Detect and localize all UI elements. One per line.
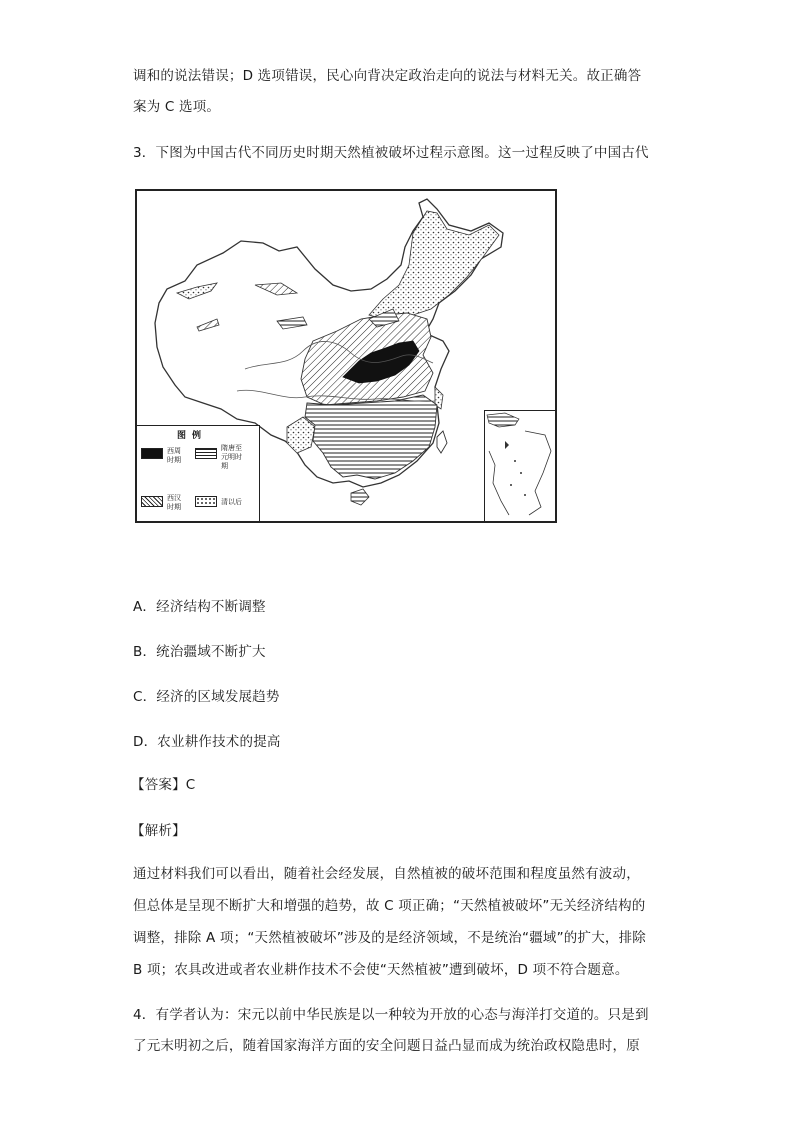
question-4-line-2: 了元末明初之后，随着国家海洋方面的安全问题日益凸显而成为统治政权隐患时，原: [133, 1038, 640, 1054]
option-a: A．经济结构不断调整: [133, 599, 266, 615]
legend-swatch-western-han: [141, 496, 163, 507]
legend-label-western-han: 西汉时期: [167, 494, 181, 511]
option-b: B．统治疆域不断扩大: [133, 644, 266, 660]
hainan-island: [351, 489, 369, 505]
legend-label-sui-tang-yuan-ming: 隋唐至元明时期: [221, 444, 242, 470]
legend-swatch-western-zhou: [141, 448, 163, 459]
inset-map: [485, 411, 555, 521]
taiwan-island: [437, 431, 447, 453]
question-4-line-1: 4．有学者认为：宋元以前中华民族是以一种较为开放的心态与海洋打交道的。只是到: [133, 1007, 649, 1023]
analysis-line-1: 通过材料我们可以看出，随着社会经发展，自然植被的破坏范围和程度虽然有波动，: [133, 866, 640, 882]
option-d: D．农业耕作技术的提高: [133, 734, 281, 750]
legend-label-qing: 清以后: [221, 498, 242, 506]
legend-swatch-qing: [195, 496, 217, 507]
vegetation-destruction-map: [135, 189, 557, 523]
analysis-line-2: 但总体是呈现不断扩大和增强的趋势，故 C 项正确；“天然植被破坏”无关经济结构的: [133, 898, 646, 914]
intro-line-2: 案为 C 选项。: [133, 99, 221, 115]
option-c: C．经济的区域发展趋势: [133, 689, 280, 705]
map-legend: [137, 425, 260, 522]
question-3-stem: 3．下图为中国古代不同历史时期天然植被破坏过程示意图。这一过程反映了中国古代: [133, 145, 649, 161]
south-china-sea-inset: [484, 410, 555, 521]
analysis-line-3: 调整，排除 A 项；“天然植被破坏”涉及的是经济领域，不是统治“疆域”的扩大，排除: [133, 930, 646, 946]
legend-label-western-zhou: 西周时期: [167, 447, 181, 464]
answer-label: 【答案】C: [131, 777, 196, 793]
analysis-line-4: B 项；农具改进或者农业耕作技术不会使“天然植被”遭到破坏，D 项不符合题意。: [133, 962, 629, 978]
analysis-label: 【解析】: [131, 823, 186, 839]
legend-title: 图例: [177, 431, 208, 441]
intro-line-1: 调和的说法错误；D 选项错误，民心向背决定政治走向的说法与材料无关。故正确答: [133, 68, 642, 84]
legend-swatch-sui-tang-yuan-ming: [195, 448, 217, 459]
